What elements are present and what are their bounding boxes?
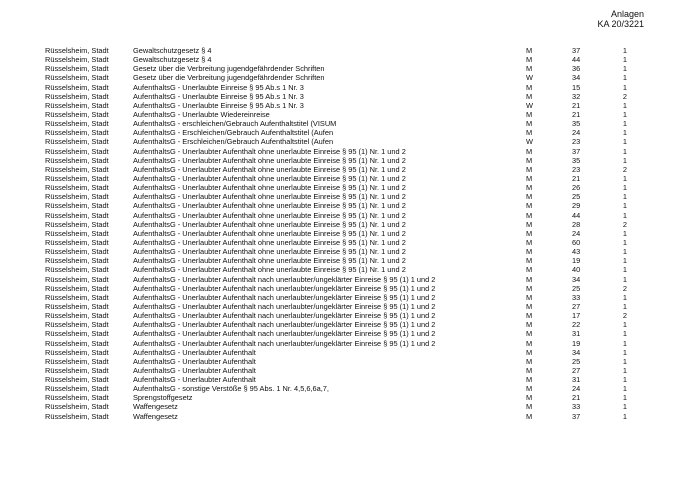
- city-cell: Rüsselsheim, Stadt: [45, 329, 109, 339]
- age-cell: 34: [572, 347, 581, 357]
- count-cell: 2: [622, 164, 627, 174]
- sex-cell: M: [526, 201, 533, 211]
- offense-cell: Gewaltschutzgesetz § 4: [133, 46, 212, 55]
- count-cell: 1: [622, 411, 627, 421]
- sex-cell: M: [526, 320, 533, 330]
- offense-cell: AufenthaltsG - Unerlaubter Aufenthalt ohne unerlaubte Einreise § 95 (1) Nr. 1 und 2: [133, 201, 406, 211]
- table-row: [0, 137, 700, 146]
- sex-cell: M: [526, 155, 533, 165]
- count-cell: 1: [622, 201, 627, 211]
- age-cell: 25: [572, 356, 581, 366]
- sex-cell: M: [526, 219, 533, 229]
- sex-cell: M: [526, 192, 533, 202]
- count-cell: 1: [622, 46, 627, 55]
- age-cell: 37: [572, 146, 581, 156]
- sex-cell: M: [526, 82, 533, 92]
- age-cell: 33: [572, 402, 581, 412]
- count-cell: 1: [622, 384, 627, 394]
- age-cell: 35: [572, 119, 581, 129]
- age-cell: 27: [572, 301, 581, 311]
- sex-cell: M: [526, 283, 533, 293]
- age-cell: 23: [572, 137, 581, 147]
- count-cell: 1: [622, 82, 627, 92]
- sex-cell: M: [526, 46, 533, 55]
- count-cell: 1: [622, 256, 627, 266]
- age-cell: 40: [572, 265, 581, 275]
- count-cell: 1: [622, 237, 627, 247]
- city-cell: Rüsselsheim, Stadt: [45, 375, 109, 385]
- offense-cell: AufenthaltsG - Unerlaubter Aufenthalt: [133, 347, 256, 357]
- offense-cell: AufenthaltsG - Erschleichen/Gebrauch Aufenthaltstitel (Aufen: [133, 128, 334, 138]
- city-cell: Rüsselsheim, Stadt: [45, 247, 109, 257]
- count-cell: 1: [622, 356, 627, 366]
- table-row: [0, 238, 700, 247]
- table-row: [0, 375, 700, 384]
- sex-cell: M: [526, 109, 533, 119]
- city-cell: Rüsselsheim, Stadt: [45, 119, 109, 129]
- table-row: [0, 229, 700, 238]
- count-cell: 1: [622, 146, 627, 156]
- offense-cell: AufenthaltsG - Unerlaubter Aufenthalt nach unerlaubter/ungeklärter Einreise § 95 (1) 1 und 2: [133, 338, 436, 348]
- age-cell: 28: [572, 219, 581, 229]
- offense-cell: AufenthaltsG - Erschleichen/Gebrauch Aufenthaltstitel (Aufen: [133, 137, 334, 147]
- age-cell: 24: [572, 384, 581, 394]
- sex-cell: W: [526, 137, 533, 147]
- age-cell: 43: [572, 247, 581, 257]
- table-row: [0, 293, 700, 302]
- table-row: [0, 329, 700, 338]
- count-cell: 1: [622, 55, 627, 65]
- table-row: [0, 357, 700, 366]
- offense-cell: Gesetz über die Verbreitung jugendgefährdender Schriften: [133, 64, 325, 74]
- count-cell: 1: [622, 155, 627, 165]
- city-cell: Rüsselsheim, Stadt: [45, 128, 109, 138]
- table-row: [0, 366, 700, 375]
- offense-cell: AufenthaltsG - Unerlaubte Einreise § 95 Ab.s 1 Nr. 3: [133, 82, 304, 92]
- city-cell: Rüsselsheim, Stadt: [45, 210, 109, 220]
- document-header: [597, 9, 644, 29]
- age-cell: 31: [572, 375, 581, 385]
- city-cell: Rüsselsheim, Stadt: [45, 219, 109, 229]
- sex-cell: M: [526, 292, 533, 302]
- table-row: [0, 265, 700, 274]
- offense-cell: AufenthaltsG - Unerlaubter Aufenthalt nach unerlaubter/ungeklärter Einreise § 95 (1) 1 und 2: [133, 292, 436, 302]
- age-cell: 36: [572, 64, 581, 74]
- table-row: [0, 256, 700, 265]
- sex-cell: M: [526, 64, 533, 74]
- sex-cell: M: [526, 384, 533, 394]
- sex-cell: M: [526, 356, 533, 366]
- table-row: [0, 211, 700, 220]
- sex-cell: M: [526, 256, 533, 266]
- city-cell: Rüsselsheim, Stadt: [45, 192, 109, 202]
- city-cell: Rüsselsheim, Stadt: [45, 402, 109, 412]
- city-cell: Rüsselsheim, Stadt: [45, 64, 109, 74]
- offense-cell: AufenthaltsG - Unerlaubter Aufenthalt ohne unerlaubte Einreise § 95 (1) Nr. 1 und 2: [133, 219, 406, 229]
- sex-cell: M: [526, 119, 533, 129]
- table-row: [0, 101, 700, 110]
- offense-cell: AufenthaltsG - Unerlaubter Aufenthalt nach unerlaubter/ungeklärter Einreise § 95 (1) 1 und 2: [133, 329, 436, 339]
- count-cell: 1: [622, 173, 627, 183]
- count-cell: 1: [622, 338, 627, 348]
- age-cell: 22: [572, 320, 581, 330]
- sex-cell: M: [526, 301, 533, 311]
- table-row: [0, 220, 700, 229]
- table-row: [0, 64, 700, 73]
- offense-cell: AufenthaltsG - Unerlaubter Aufenthalt: [133, 356, 256, 366]
- count-cell: 1: [622, 100, 627, 110]
- sex-cell: M: [526, 247, 533, 257]
- count-cell: 1: [622, 109, 627, 119]
- age-cell: 21: [572, 100, 581, 110]
- count-cell: 1: [622, 64, 627, 74]
- sex-cell: M: [526, 173, 533, 183]
- count-cell: 2: [622, 219, 627, 229]
- age-cell: 19: [572, 338, 581, 348]
- city-cell: Rüsselsheim, Stadt: [45, 183, 109, 193]
- offense-cell: AufenthaltsG - Unerlaubter Aufenthalt ohne unerlaubte Einreise § 95 (1) Nr. 1 und 2: [133, 173, 406, 183]
- city-cell: Rüsselsheim, Stadt: [45, 411, 109, 421]
- table-row: [0, 128, 700, 137]
- city-cell: Rüsselsheim, Stadt: [45, 201, 109, 211]
- sex-cell: M: [526, 265, 533, 275]
- offense-cell: AufenthaltsG - Unerlaubter Aufenthalt ohne unerlaubte Einreise § 95 (1) Nr. 1 und 2: [133, 146, 406, 156]
- city-cell: Rüsselsheim, Stadt: [45, 283, 109, 293]
- offense-cell: Gesetz über die Verbreitung jugendgefährdender Schriften: [133, 73, 325, 83]
- city-cell: Rüsselsheim, Stadt: [45, 384, 109, 394]
- count-cell: 1: [622, 247, 627, 257]
- age-cell: 19: [572, 256, 581, 266]
- offense-cell: Waffengesetz: [133, 402, 178, 412]
- count-cell: 1: [622, 192, 627, 202]
- offense-cell: AufenthaltsG - Unerlaubter Aufenthalt ohne unerlaubte Einreise § 95 (1) Nr. 1 und 2: [133, 247, 406, 257]
- offense-cell: AufenthaltsG - Unerlaubter Aufenthalt nach unerlaubter/ungeklärter Einreise § 95 (1) 1 und 2: [133, 301, 436, 311]
- offense-cell: AufenthaltsG - Unerlaubter Aufenthalt ohne unerlaubte Einreise § 95 (1) Nr. 1 und 2: [133, 228, 406, 238]
- city-cell: Rüsselsheim, Stadt: [45, 82, 109, 92]
- table-row: [0, 412, 700, 421]
- city-cell: Rüsselsheim, Stadt: [45, 91, 109, 101]
- age-cell: 35: [572, 155, 581, 165]
- sex-cell: M: [526, 347, 533, 357]
- city-cell: Rüsselsheim, Stadt: [45, 301, 109, 311]
- table-row: [0, 275, 700, 284]
- count-cell: 1: [622, 183, 627, 193]
- table-row: [0, 119, 700, 128]
- table-row: [0, 73, 700, 82]
- table-row: [0, 83, 700, 92]
- sex-cell: M: [526, 311, 533, 321]
- table-row: [0, 183, 700, 192]
- age-cell: 37: [572, 46, 581, 55]
- offense-cell: AufenthaltsG - Unerlaubter Aufenthalt ohne unerlaubte Einreise § 95 (1) Nr. 1 und 2: [133, 265, 406, 275]
- city-cell: Rüsselsheim, Stadt: [45, 265, 109, 275]
- count-cell: 1: [622, 320, 627, 330]
- sex-cell: M: [526, 146, 533, 156]
- offense-cell: AufenthaltsG - Unerlaubter Aufenthalt: [133, 375, 256, 385]
- age-cell: 34: [572, 73, 581, 83]
- count-cell: 1: [622, 210, 627, 220]
- offense-cell: AufenthaltsG - Unerlaubter Aufenthalt ohne unerlaubte Einreise § 95 (1) Nr. 1 und 2: [133, 164, 406, 174]
- offense-cell: Gewaltschutzgesetz § 4: [133, 55, 212, 65]
- count-cell: 1: [622, 128, 627, 138]
- sex-cell: M: [526, 210, 533, 220]
- offense-cell: AufenthaltsG - Unerlaubter Aufenthalt nach unerlaubter/ungeklärter Einreise § 95 (1) 1 und 2: [133, 311, 436, 321]
- table-row: [0, 348, 700, 357]
- count-cell: 1: [622, 375, 627, 385]
- offense-cell: AufenthaltsG - Unerlaubter Aufenthalt ohne unerlaubte Einreise § 95 (1) Nr. 1 und 2: [133, 256, 406, 266]
- city-cell: Rüsselsheim, Stadt: [45, 393, 109, 403]
- age-cell: 21: [572, 393, 581, 403]
- table-row: [0, 192, 700, 201]
- offense-cell: AufenthaltsG - Unerlaubter Aufenthalt: [133, 365, 256, 375]
- age-cell: 32: [572, 91, 581, 101]
- age-cell: 17: [572, 311, 581, 321]
- count-cell: 2: [622, 283, 627, 293]
- offense-cell: Waffengesetz: [133, 411, 178, 421]
- offense-cell: AufenthaltsG - Unerlaubter Aufenthalt nach unerlaubter/ungeklärter Einreise § 95 (1) 1 und 2: [133, 274, 436, 284]
- offense-cell: AufenthaltsG - Unerlaubte Wiedereinreise: [133, 109, 270, 119]
- table-row: [0, 110, 700, 119]
- sex-cell: M: [526, 365, 533, 375]
- sex-cell: M: [526, 329, 533, 339]
- count-cell: 1: [622, 119, 627, 129]
- sex-cell: M: [526, 411, 533, 421]
- table-row: [0, 284, 700, 293]
- offense-cell: AufenthaltsG - Unerlaubter Aufenthalt ohne unerlaubte Einreise § 95 (1) Nr. 1 und 2: [133, 155, 406, 165]
- offense-table: [0, 46, 700, 421]
- table-row: [0, 384, 700, 393]
- table-row: [0, 302, 700, 311]
- age-cell: 15: [572, 82, 581, 92]
- sex-cell: M: [526, 237, 533, 247]
- city-cell: Rüsselsheim, Stadt: [45, 228, 109, 238]
- header-annex-label: Anlagen: [610, 9, 644, 19]
- table-row: [0, 174, 700, 183]
- city-cell: Rüsselsheim, Stadt: [45, 137, 109, 147]
- sex-cell: W: [526, 100, 533, 110]
- table-row: [0, 247, 700, 256]
- city-cell: Rüsselsheim, Stadt: [45, 55, 109, 65]
- sex-cell: M: [526, 164, 533, 174]
- city-cell: Rüsselsheim, Stadt: [45, 237, 109, 247]
- city-cell: Rüsselsheim, Stadt: [45, 311, 109, 321]
- header-document-number: KA 20/3221: [597, 19, 644, 29]
- city-cell: Rüsselsheim, Stadt: [45, 155, 109, 165]
- table-row: [0, 156, 700, 165]
- city-cell: Rüsselsheim, Stadt: [45, 109, 109, 119]
- age-cell: 25: [572, 283, 581, 293]
- sex-cell: M: [526, 91, 533, 101]
- age-cell: 37: [572, 411, 581, 421]
- count-cell: 1: [622, 292, 627, 302]
- offense-cell: AufenthaltsG - erschleichen/Gebrauch Aufenthaltstitel (VISUM: [133, 119, 337, 129]
- sex-cell: M: [526, 402, 533, 412]
- count-cell: 2: [622, 311, 627, 321]
- offense-cell: Sprengstoffgesetz: [133, 393, 193, 403]
- offense-cell: AufenthaltsG - Unerlaubter Aufenthalt ohne unerlaubte Einreise § 95 (1) Nr. 1 und 2: [133, 237, 406, 247]
- age-cell: 23: [572, 164, 581, 174]
- city-cell: Rüsselsheim, Stadt: [45, 292, 109, 302]
- sex-cell: M: [526, 393, 533, 403]
- sex-cell: M: [526, 274, 533, 284]
- city-cell: Rüsselsheim, Stadt: [45, 73, 109, 83]
- city-cell: Rüsselsheim, Stadt: [45, 164, 109, 174]
- city-cell: Rüsselsheim, Stadt: [45, 356, 109, 366]
- offense-cell: AufenthaltsG - Unerlaubter Aufenthalt nach unerlaubter/ungeklärter Einreise § 95 (1) 1 und 2: [133, 283, 436, 293]
- table-row: [0, 402, 700, 411]
- age-cell: 33: [572, 292, 581, 302]
- city-cell: Rüsselsheim, Stadt: [45, 173, 109, 183]
- sex-cell: M: [526, 128, 533, 138]
- table-row: [0, 55, 700, 64]
- count-cell: 1: [622, 265, 627, 275]
- count-cell: 1: [622, 365, 627, 375]
- count-cell: 1: [622, 137, 627, 147]
- table-row: [0, 311, 700, 320]
- age-cell: 24: [572, 228, 581, 238]
- age-cell: 21: [572, 173, 581, 183]
- offense-cell: AufenthaltsG - sonstige Verstöße § 95 Abs. 1 Nr. 4,5,6,6a,7,: [133, 384, 329, 394]
- age-cell: 26: [572, 183, 581, 193]
- age-cell: 60: [572, 237, 581, 247]
- sex-cell: M: [526, 338, 533, 348]
- age-cell: 21: [572, 109, 581, 119]
- table-row: [0, 46, 700, 55]
- city-cell: Rüsselsheim, Stadt: [45, 46, 109, 55]
- table-row: [0, 92, 700, 101]
- age-cell: 25: [572, 192, 581, 202]
- table-row: [0, 320, 700, 329]
- city-cell: Rüsselsheim, Stadt: [45, 347, 109, 357]
- count-cell: 1: [622, 347, 627, 357]
- table-row: [0, 165, 700, 174]
- count-cell: 1: [622, 274, 627, 284]
- city-cell: Rüsselsheim, Stadt: [45, 274, 109, 284]
- sex-cell: M: [526, 375, 533, 385]
- count-cell: 1: [622, 393, 627, 403]
- offense-cell: AufenthaltsG - Unerlaubte Einreise § 95 Ab.s 1 Nr. 3: [133, 91, 304, 101]
- offense-cell: AufenthaltsG - Unerlaubter Aufenthalt ohne unerlaubte Einreise § 95 (1) Nr. 1 und 2: [133, 210, 406, 220]
- count-cell: 2: [622, 91, 627, 101]
- count-cell: 1: [622, 329, 627, 339]
- offense-cell: AufenthaltsG - Unerlaubter Aufenthalt ohne unerlaubte Einreise § 95 (1) Nr. 1 und 2: [133, 192, 406, 202]
- table-row: [0, 339, 700, 348]
- age-cell: 44: [572, 55, 581, 65]
- offense-cell: AufenthaltsG - Unerlaubter Aufenthalt ohne unerlaubte Einreise § 95 (1) Nr. 1 und 2: [133, 183, 406, 193]
- age-cell: 29: [572, 201, 581, 211]
- sex-cell: M: [526, 55, 533, 65]
- offense-cell: AufenthaltsG - Unerlaubte Einreise § 95 Ab.s 1 Nr. 3: [133, 100, 304, 110]
- count-cell: 1: [622, 402, 627, 412]
- age-cell: 31: [572, 329, 581, 339]
- offense-cell: AufenthaltsG - Unerlaubter Aufenthalt nach unerlaubter/ungeklärter Einreise § 95 (1) 1 und 2: [133, 320, 436, 330]
- table-row: [0, 393, 700, 402]
- sex-cell: M: [526, 183, 533, 193]
- sex-cell: W: [526, 73, 533, 83]
- age-cell: 44: [572, 210, 581, 220]
- sex-cell: M: [526, 228, 533, 238]
- city-cell: Rüsselsheim, Stadt: [45, 256, 109, 266]
- table-row: [0, 147, 700, 156]
- city-cell: Rüsselsheim, Stadt: [45, 100, 109, 110]
- table-row: [0, 201, 700, 210]
- count-cell: 1: [622, 301, 627, 311]
- age-cell: 24: [572, 128, 581, 138]
- city-cell: Rüsselsheim, Stadt: [45, 365, 109, 375]
- age-cell: 34: [572, 274, 581, 284]
- count-cell: 1: [622, 73, 627, 83]
- city-cell: Rüsselsheim, Stadt: [45, 320, 109, 330]
- count-cell: 1: [622, 228, 627, 238]
- age-cell: 27: [572, 365, 581, 375]
- city-cell: Rüsselsheim, Stadt: [45, 146, 109, 156]
- city-cell: Rüsselsheim, Stadt: [45, 338, 109, 348]
